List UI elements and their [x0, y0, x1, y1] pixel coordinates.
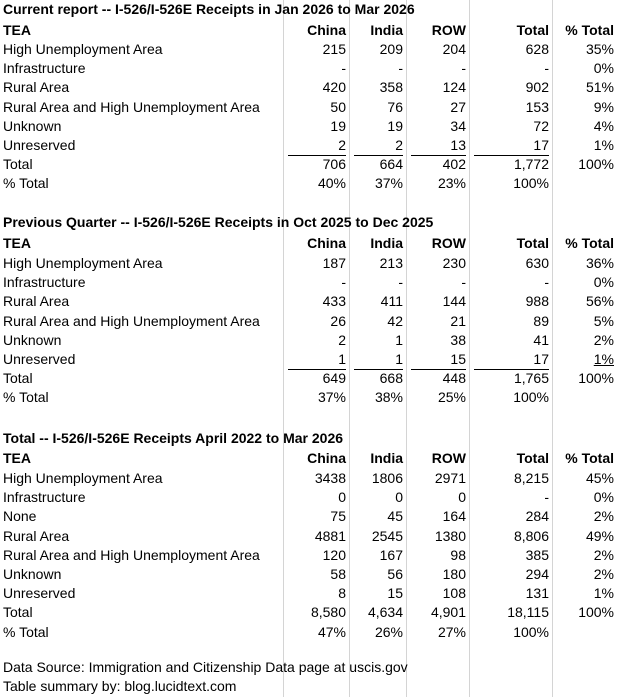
china-cell: 40% — [317, 175, 346, 192]
table-row — [0, 254, 617, 273]
row-cell: - — [461, 60, 466, 77]
tea-cell: High Unemployment Area — [3, 470, 163, 486]
section-3-title: Total -- I-526/I-526E Receipts April 2022 to Mar 2026 — [3, 430, 344, 446]
india-cell: - — [398, 60, 403, 77]
india-cell: 4,634 — [367, 604, 403, 621]
pct-total-cell: 0% — [593, 60, 614, 77]
india-cell: 56 — [387, 566, 403, 582]
header-total: Total — [516, 235, 549, 251]
row-cell: 144 — [442, 293, 466, 310]
total-cell: 8,806 — [513, 527, 549, 544]
section-1-title-row — [0, 0, 617, 19]
china-cell: 0 — [338, 489, 346, 506]
china-cell — [283, 350, 349, 369]
china-cell: 37% — [317, 389, 346, 406]
india-cell: - — [398, 274, 403, 291]
china-cell: 433 — [322, 293, 346, 310]
header-china: China — [307, 22, 346, 38]
total-cell: 902 — [525, 79, 549, 96]
section-2-title-row — [0, 213, 617, 232]
row-cell: 27% — [437, 623, 466, 640]
india-cell — [349, 136, 406, 155]
total-row — [0, 603, 617, 622]
total-cell: 72 — [533, 117, 549, 134]
pct-total-cell: 9% — [593, 98, 614, 115]
pct-total-cell: 45% — [585, 470, 614, 486]
tea-cell: None — [3, 508, 37, 525]
total-cell: 988 — [525, 293, 549, 310]
total-cell: 18,115 — [507, 604, 549, 621]
india-cell: 2545 — [371, 527, 403, 544]
china-cell: 19 — [330, 117, 346, 134]
subtotal-underlined-value: 1 — [354, 350, 403, 370]
india-cell: 19 — [387, 117, 403, 134]
tea-cell: Rural Area and High Unemployment Area — [3, 312, 260, 329]
china-cell: 120 — [322, 546, 346, 563]
tea-cell: Rural Area — [3, 79, 70, 96]
table-row — [0, 527, 617, 546]
pct-total-cell: 0% — [593, 274, 614, 291]
china-cell: 215 — [322, 41, 346, 57]
pct-total-cell: 4% — [593, 117, 614, 134]
total-cell: 41 — [533, 331, 549, 348]
china-cell: 47% — [317, 623, 346, 640]
row-cell: 21 — [450, 312, 466, 329]
total-cell: 8,215 — [513, 470, 549, 486]
china-cell — [283, 136, 349, 155]
china-cell: 649 — [322, 370, 346, 387]
total-row — [0, 155, 617, 174]
header-total: Total — [516, 22, 549, 38]
china-cell: - — [341, 274, 346, 291]
row-cell: 4,901 — [430, 604, 466, 621]
pct-total-cell — [552, 350, 617, 369]
subtotal-underlined-value: 15 — [411, 350, 466, 370]
table-row — [0, 507, 617, 526]
row-cell: 27 — [450, 98, 466, 115]
section-3-header-row — [0, 449, 617, 468]
header-india: India — [370, 22, 403, 38]
india-cell: 668 — [379, 370, 403, 387]
tea-cell: Unknown — [3, 566, 62, 582]
pct-total-cell: 56% — [585, 293, 614, 310]
table-row — [0, 469, 617, 488]
pct-total-cell — [552, 388, 617, 407]
pct-total-cell: 100% — [578, 604, 614, 621]
footer-summary-row — [0, 677, 617, 696]
china-cell: 3438 — [314, 470, 346, 486]
china-cell: 8 — [338, 585, 346, 602]
pct-total-cell: 2% — [593, 566, 614, 582]
india-cell: 664 — [379, 156, 403, 173]
header-row: ROW — [431, 22, 466, 38]
tea-cell: Rural Area and High Unemployment Area — [3, 98, 260, 115]
tea-cell: Unreserved — [3, 585, 76, 602]
pct-total-cell: 36% — [585, 255, 614, 271]
pct-total-cell: 100% — [578, 370, 614, 387]
table-row — [0, 312, 617, 331]
subtotal-underlined-value: 17 — [474, 350, 549, 370]
china-cell: 26 — [330, 312, 346, 329]
row-cell — [406, 350, 469, 369]
pct-total-row — [0, 174, 617, 193]
tea-cell: Total — [3, 604, 33, 621]
row-cell: 25% — [437, 389, 466, 406]
row-cell: 108 — [442, 585, 466, 602]
india-cell: 213 — [379, 255, 403, 271]
table-row — [0, 59, 617, 78]
row-cell: 2971 — [434, 470, 466, 486]
total-cell: 100% — [513, 389, 549, 406]
tea-cell: Rural Area — [3, 293, 70, 310]
subtotal-underlined-value: 2 — [288, 136, 346, 156]
row-cell: 204 — [442, 41, 466, 57]
header-china: China — [307, 235, 346, 251]
total-cell: 294 — [525, 566, 549, 582]
header-india: India — [370, 450, 403, 466]
table-row — [0, 546, 617, 565]
tea-cell: Unknown — [3, 117, 62, 134]
pct-total-cell — [552, 174, 617, 193]
total-cell: 131 — [525, 585, 549, 602]
china-cell: 58 — [330, 566, 346, 582]
india-cell: 45 — [387, 508, 403, 525]
pct-total-cell: 1% — [593, 137, 614, 153]
table-row — [0, 331, 617, 350]
tea-cell: Unreserved — [3, 137, 76, 153]
table-row — [0, 136, 617, 155]
india-cell: 38% — [374, 389, 403, 406]
subtotal-underlined-value: 13 — [411, 136, 466, 156]
tea-cell: % Total — [3, 389, 49, 406]
underlined-pct-value: 1% — [593, 351, 614, 367]
pct-total-cell: 0% — [593, 489, 614, 506]
india-cell: 167 — [379, 546, 403, 563]
china-cell: 706 — [322, 156, 346, 173]
pct-total-cell: 5% — [593, 312, 614, 329]
india-cell: 1 — [395, 331, 403, 348]
table-summary-note: Table summary by: blog.lucidtext.com — [3, 678, 237, 694]
total-cell: - — [544, 60, 549, 77]
total-cell: 284 — [525, 508, 549, 525]
section-2-header-row — [0, 234, 617, 253]
china-cell: 187 — [322, 255, 346, 271]
tea-cell: Unreserved — [3, 351, 76, 367]
row-cell: 38 — [450, 331, 466, 348]
row-cell: 448 — [442, 370, 466, 387]
total-cell — [469, 350, 552, 369]
tea-cell: High Unemployment Area — [3, 41, 163, 57]
header-tea: TEA — [3, 22, 31, 38]
row-cell: 0 — [458, 489, 466, 506]
india-cell: 26% — [374, 623, 403, 640]
china-cell: - — [341, 60, 346, 77]
total-cell: 153 — [525, 98, 549, 115]
india-cell — [349, 350, 406, 369]
india-cell: 37% — [374, 175, 403, 192]
pct-total-cell — [552, 623, 617, 642]
total-cell: - — [544, 274, 549, 291]
total-cell: 100% — [513, 175, 549, 192]
row-cell: 34 — [450, 117, 466, 134]
tea-cell: Total — [3, 156, 33, 173]
china-cell: 4881 — [314, 527, 346, 544]
header-india: India — [370, 235, 403, 251]
header-row: ROW — [431, 450, 466, 466]
total-cell: 1,765 — [513, 370, 549, 387]
table-row — [0, 273, 617, 292]
china-cell: 75 — [330, 508, 346, 525]
row-cell: 230 — [442, 255, 466, 271]
pct-total-cell: 100% — [578, 156, 614, 173]
tea-cell: Infrastructure — [3, 60, 86, 77]
table-row — [0, 117, 617, 136]
india-cell: 1806 — [371, 470, 403, 486]
india-cell: 358 — [379, 79, 403, 96]
header-pct-total: % Total — [565, 22, 614, 38]
subtotal-underlined-value: 17 — [474, 136, 549, 156]
india-cell: 15 — [387, 585, 403, 602]
row-cell: 180 — [442, 566, 466, 582]
pct-total-cell: 2% — [593, 331, 614, 348]
footer-source-row — [0, 658, 617, 677]
china-cell: 420 — [322, 79, 346, 96]
pct-total-cell: 49% — [585, 527, 614, 544]
table-row — [0, 292, 617, 311]
pct-total-row — [0, 623, 617, 642]
table-row — [0, 584, 617, 603]
section-1-title: Current report -- I-526/I-526E Receipts in Jan 2026 to Mar 2026 — [3, 1, 415, 17]
row-cell: 1380 — [434, 527, 466, 544]
section-3-title-row — [0, 429, 617, 448]
tea-cell: Total — [3, 370, 33, 387]
pct-total-cell: 51% — [585, 79, 614, 96]
table-row — [0, 40, 617, 59]
total-cell: 385 — [525, 546, 549, 563]
total-cell: 630 — [525, 255, 549, 271]
india-cell: 411 — [380, 293, 403, 310]
row-cell: 23% — [437, 175, 466, 192]
row-cell: - — [461, 274, 466, 291]
total-cell — [469, 136, 552, 155]
header-tea: TEA — [3, 235, 31, 251]
table-row — [0, 488, 617, 507]
row-cell: 124 — [442, 79, 466, 96]
header-china: China — [307, 450, 346, 466]
pct-total-cell: 2% — [593, 546, 614, 563]
table-row — [0, 78, 617, 97]
india-cell: 76 — [387, 98, 403, 115]
tea-cell: % Total — [3, 175, 49, 192]
china-cell: 2 — [338, 331, 346, 348]
total-cell: 100% — [513, 623, 549, 640]
china-cell: 50 — [330, 98, 346, 115]
header-pct-total: % Total — [565, 450, 614, 466]
india-cell: 209 — [379, 41, 403, 57]
total-cell: 89 — [533, 312, 549, 329]
table-row — [0, 350, 617, 369]
pct-total-cell: 2% — [593, 508, 614, 525]
section-2-title: Previous Quarter -- I-526/I-526E Receipts in Oct 2025 to Dec 2025 — [3, 214, 434, 230]
total-row — [0, 369, 617, 388]
table-row — [0, 565, 617, 584]
india-cell: 0 — [395, 489, 403, 506]
header-total: Total — [516, 450, 549, 466]
tea-cell: Rural Area — [3, 527, 70, 544]
tea-cell: Rural Area and High Unemployment Area — [3, 546, 260, 563]
tea-cell: High Unemployment Area — [3, 255, 163, 271]
section-1-header-row — [0, 21, 617, 40]
header-pct-total: % Total — [565, 235, 614, 251]
india-cell: 42 — [387, 312, 403, 329]
data-source-note: Data Source: Immigration and Citizenship Data page at uscis.gov — [3, 659, 408, 675]
china-cell: 8,580 — [310, 604, 346, 621]
tea-cell: % Total — [3, 623, 49, 640]
pct-total-cell: 35% — [585, 41, 614, 57]
row-cell: 98 — [450, 546, 466, 563]
pct-total-row — [0, 388, 617, 407]
tea-cell: Unknown — [3, 331, 62, 348]
tea-cell: Infrastructure — [3, 274, 86, 291]
header-tea: TEA — [3, 450, 31, 466]
row-cell: 164 — [442, 508, 466, 525]
row-cell — [406, 136, 469, 155]
row-cell: 402 — [442, 156, 466, 173]
header-row: ROW — [431, 235, 466, 251]
tea-cell: Infrastructure — [3, 489, 86, 506]
total-cell: - — [544, 489, 549, 506]
pct-total-cell: 1% — [593, 585, 614, 602]
table-row — [0, 98, 617, 117]
total-cell: 628 — [525, 41, 549, 57]
subtotal-underlined-value: 2 — [354, 136, 403, 156]
total-cell: 1,772 — [513, 156, 549, 173]
subtotal-underlined-value: 1 — [288, 350, 346, 370]
